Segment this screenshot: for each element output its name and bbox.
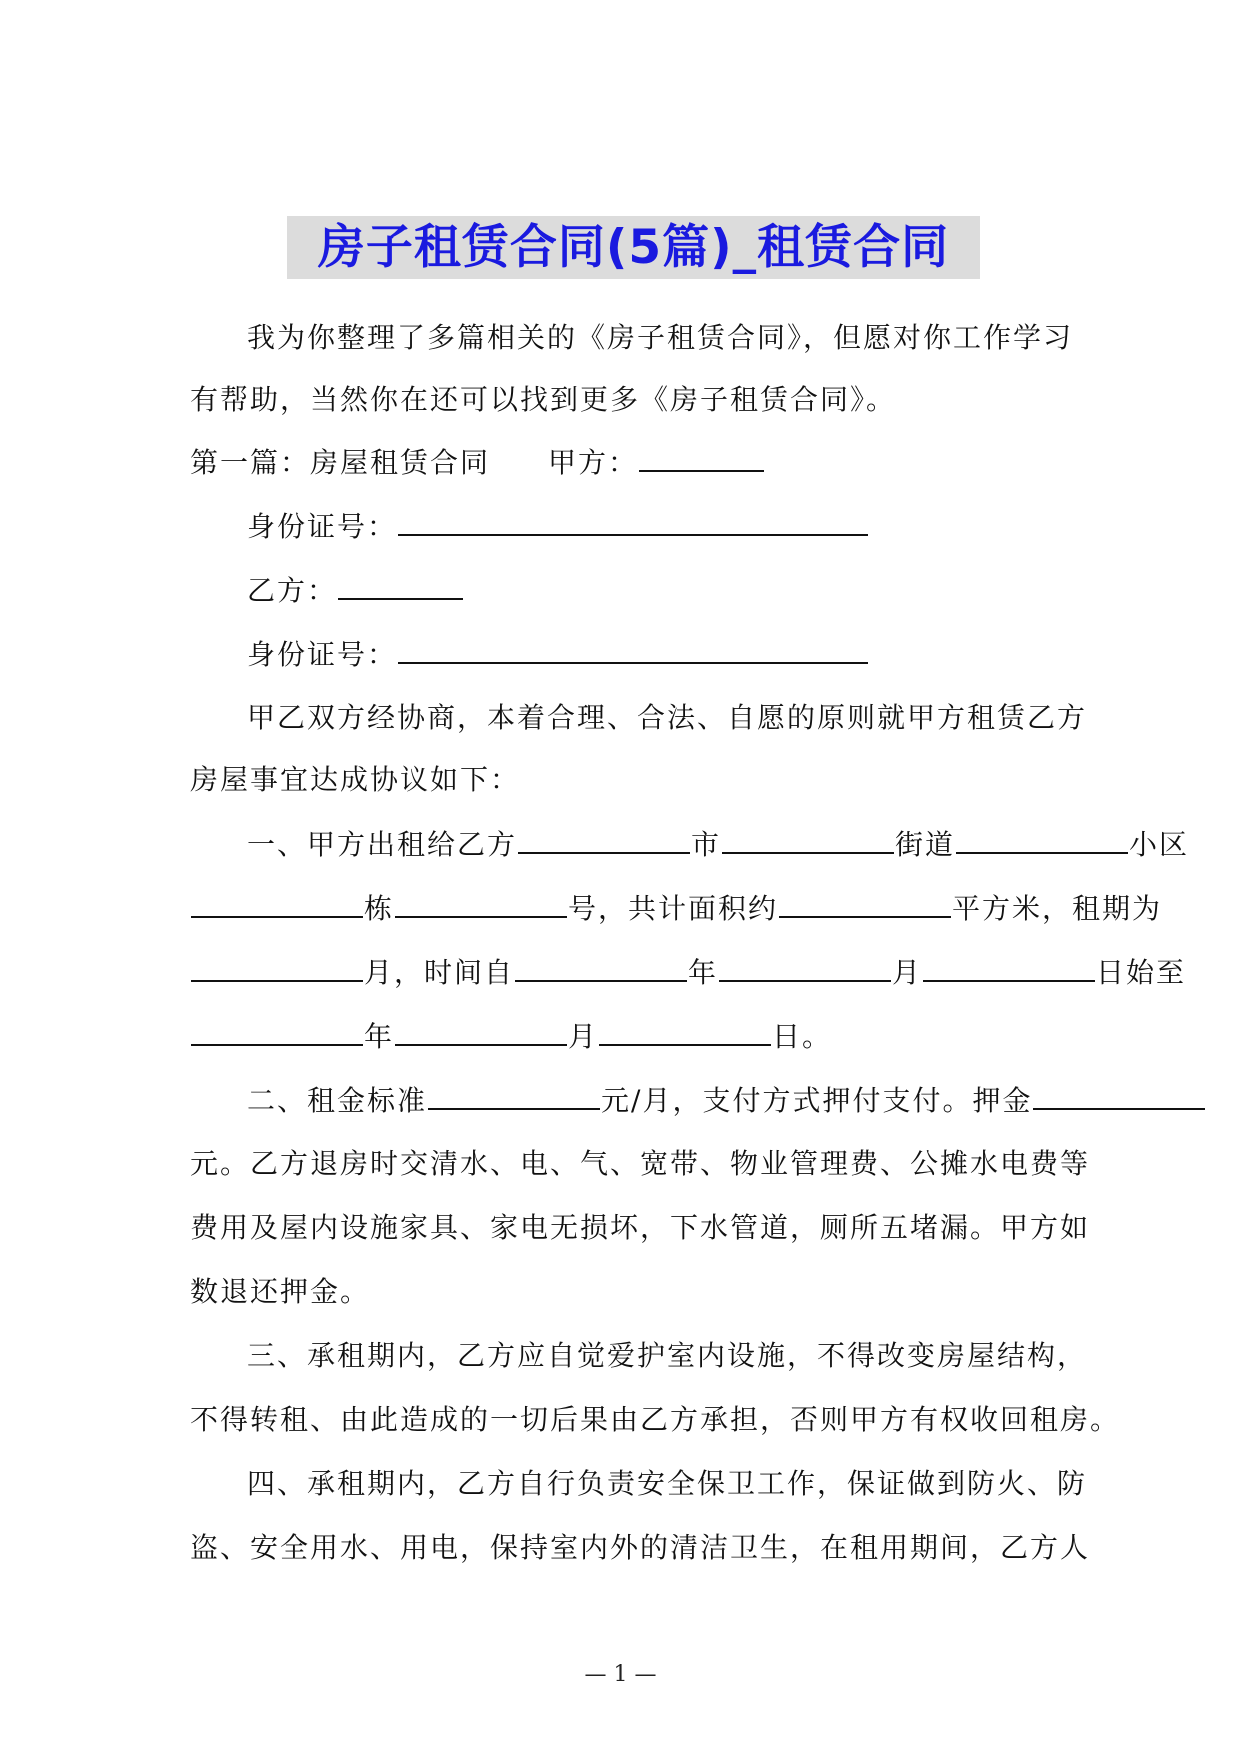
clause2-line-2: 元。乙方退房时交清水、电、气、宽带、物业管理费、公摊水电费等 (190, 1147, 1091, 1180)
term-label: 平方米，租期为 (952, 892, 1163, 925)
deposit-blank (1033, 1080, 1205, 1110)
party-a-id-row (247, 506, 1147, 547)
clause1-line-2 (190, 888, 1163, 929)
end-year-blank (191, 1016, 363, 1046)
party-b-id-blank (398, 634, 868, 664)
intro-line-2: 有帮助，当然你在还可以找到更多《房子租赁合同》。 (190, 383, 897, 416)
end-day-blank (599, 1016, 771, 1046)
clause2-line-3: 费用及屋内设施家具、家电无损坏，下水管道，厕所五堵漏。甲方如 (190, 1211, 1091, 1244)
party-b-id-row (247, 634, 1147, 675)
rent-blank (428, 1080, 600, 1110)
clause3-line-1: 三、承租期内，乙方应自觉爱护室内设施，不得改变房屋结构， (247, 1339, 1088, 1372)
building-label: 栋 (364, 892, 395, 925)
clause4-line-2: 盗、安全用水、用电，保持室内外的清洁卫生，在租用期间，乙方人 (190, 1531, 1091, 1564)
agreement-line-2: 房屋事宜达成协议如下： (190, 763, 521, 796)
clause2-prefix: 二、租金标准 (247, 1084, 428, 1117)
city-blank (518, 824, 690, 854)
clause3-line-2: 不得转租、由此造成的一切后果由乙方承担，否则甲方有权收回租房。 (190, 1403, 1121, 1436)
section-heading: 第一篇：房屋租赁合同 (190, 446, 491, 479)
clause4-line-1: 四、承租期内，乙方自行负责安全保卫工作，保证做到防火、防 (247, 1467, 1088, 1500)
page-title: 房子租赁合同(5篇)_租赁合同 (317, 220, 950, 275)
party-a-id-label: 身份证号： (247, 510, 398, 543)
clause2-line-1 (247, 1080, 1147, 1121)
section-heading-row (190, 442, 1090, 483)
clause1-prefix: 一、甲方出租给乙方 (247, 828, 518, 861)
number-blank (395, 888, 567, 918)
end-month-blank (395, 1016, 567, 1046)
year-label: 年 (688, 956, 719, 989)
start-year-blank (515, 952, 687, 982)
party-b-blank (338, 570, 463, 600)
party-a-id-blank (398, 506, 868, 536)
community-label: 小区 (1129, 828, 1190, 861)
start-month-blank (719, 952, 891, 982)
clause2-line-4: 数退还押金。 (190, 1275, 371, 1308)
party-a-label: 甲方： (548, 446, 639, 479)
city-label: 市 (691, 828, 722, 861)
start-label: 月，时间自 (364, 956, 515, 989)
month-label: 月 (892, 956, 923, 989)
term-blank (191, 952, 363, 982)
party-a-blank (639, 442, 764, 472)
building-blank (191, 888, 363, 918)
party-b-row (247, 570, 1147, 611)
clause1-line-1 (247, 824, 1190, 865)
party-b-label: 乙方： (247, 574, 338, 607)
clause2-mid: 元/月，支付方式押付支付。押金 (601, 1084, 1033, 1117)
until-label: 日始至 (1096, 956, 1187, 989)
agreement-line-1: 甲乙双方经协商，本着合理、合法、自愿的原则就甲方租赁乙方 (247, 701, 1088, 734)
end-day-label: 日。 (772, 1020, 833, 1053)
community-blank (956, 824, 1128, 854)
end-year-label: 年 (364, 1020, 395, 1053)
end-month-label: 月 (568, 1020, 599, 1053)
street-blank (722, 824, 894, 854)
area-blank (779, 888, 951, 918)
start-day-blank (923, 952, 1095, 982)
area-label: 号，共计面积约 (568, 892, 779, 925)
clause1-line-4 (190, 1016, 1090, 1057)
street-label: 街道 (895, 828, 956, 861)
intro-line-1: 我为你整理了多篇相关的《房子租赁合同》，但愿对你工作学习 (247, 321, 1074, 354)
page-number: — 1 — (584, 1662, 657, 1687)
clause1-line-3 (190, 952, 1187, 993)
party-b-id-label: 身份证号： (247, 638, 398, 671)
